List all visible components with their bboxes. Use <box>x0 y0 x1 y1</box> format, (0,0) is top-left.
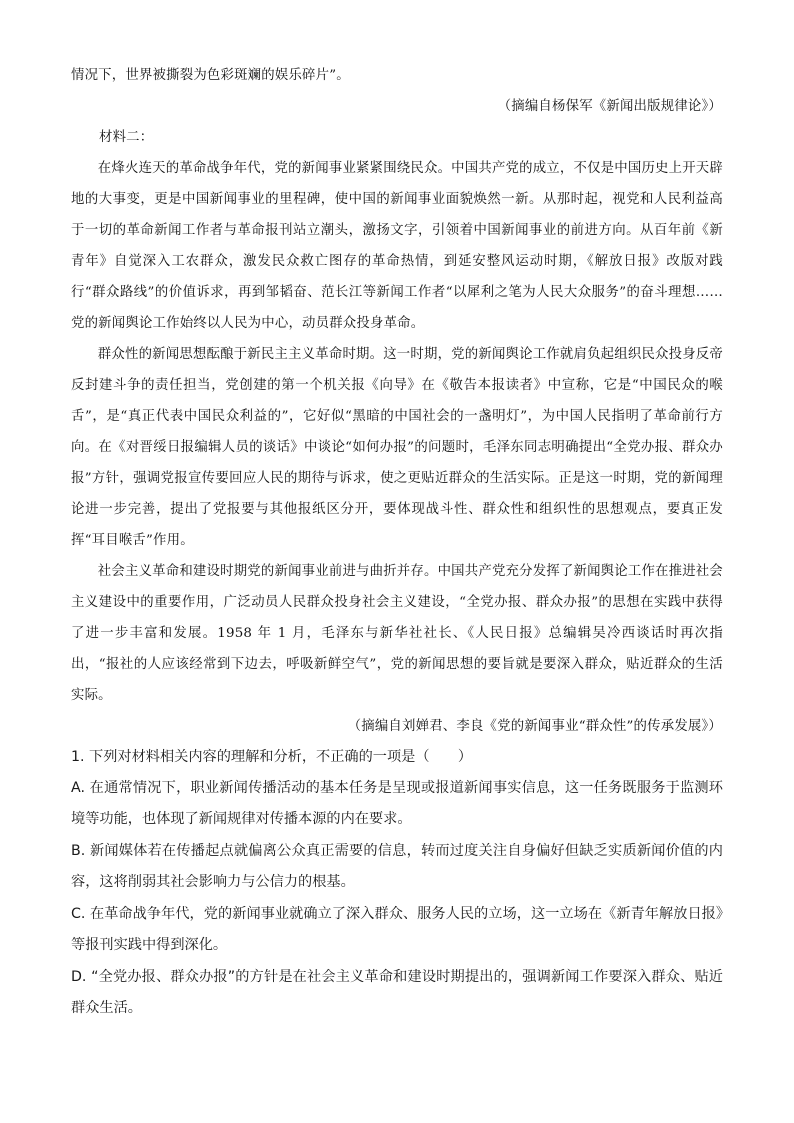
intro-fragment: 情况下，世界被撕裂为色彩斑斓的娱乐碎片”。 <box>71 68 350 83</box>
option-a: A. 在通常情况下，职业新闻传播活动的基本任务是呈现或报道新闻事实信息，这一任务既服务于监测环境等功能，也体现了新闻规律对传播本源的内在要求。 <box>71 780 723 827</box>
material-2-label: 材料二： <box>99 130 154 145</box>
source-citation-1: （摘编自杨保军《新闻出版规律论》） <box>497 99 722 114</box>
question-stem: 1. 下列对材料相关内容的理解和分析，不正确的一项是（ ） <box>71 749 473 765</box>
source-citation-2: （摘编自刘婵君、李良《党的新闻事业“群众性”的传承发展》） <box>347 719 722 734</box>
option-b: B. 新闻媒体若在传播起点就偏离公众真正需要的信息，转而过度关注自身偏好但缺乏实质新闻价值的内容，这将削弱其社会影响力与公信力的根基。 <box>71 843 723 890</box>
option-d: D. “全党办报、群众办报”的方针是在社会主义革命和建设时期提出的，强调新闻工作要深入群众、贴近群众生活。 <box>71 969 723 1016</box>
material-2-paragraph-1: 在烽火连天的革命战争年代，党的新闻事业紧紧围绕民众。中国共产党的成立，不仅是中国历史上开天辟地的大事变，更是中国新闻事业的里程碑，使中国的新闻事业面貌焕然一新。从那时起，视党和人民利益高于一切的革命新闻工作者与革命报刊站立潮头，激扬文字，引领着中国新闻事业的前进方向。从百年前《新青年》自觉深入工农群众，激发民众救亡图存的革命热情，到延安整风运动时期，《解放日报》改版对践行“群众路线”的价值诉求，再到邹韬奋、范长江等新闻工作者“以犀利之笔为人民大众服务”的奋斗理想……党的新闻舆论工作始终以人民为中心，动员群众投身革命。 <box>71 161 723 331</box>
material-2-paragraph-2: 群众性的新闻思想酝酿于新民主主义革命时期。这一时期，党的新闻舆论工作就肩负起组织民众投身反帝反封建斗争的责任担当，党创建的第一个机关报《向导》在《敬告本报读者》中宣称，它是“中国民众的喉舌”，是“真正代表中国民众利益的”，它好似“黑暗的中国社会的一盏明灯”，为中国人民指明了革命前行方向。在《对晋绥日报编辑人员的谈话》中谈论“如何办报”的问题时，毛泽东同志明确提出“全党办报、群众办报”方针，强调党报宣传要回应人民的期待与诉求，使之更贴近群众的生活实际。正是这一时期，党的新闻理论进一步完善，提出了党报要与其他报纸区分开，要体现战斗性、群众性和组织性的思想观点，要真正发挥“耳目喉舌”作用。 <box>71 347 723 548</box>
material-2-paragraph-3: 社会主义革命和建设时期党的新闻事业前进与曲折并存。中国共产党充分发挥了新闻舆论工作在推进社会主义建设中的重要作用，广泛动员人民群众投身社会主义建设，“全党办报、群众办报”的思想在实践中获得了进一步丰富和发展。1958 年 1 月，毛泽东与新华社社长、《人民日报》总编辑吴冷西谈话时再次指出，“报社的人应该经常到下边去，呼吸新鲜空气”，党的新闻思想的要旨就是要深入群众，贴近群众的生活实际。 <box>71 564 723 703</box>
option-c: C. 在革命战争年代，党的新闻事业就确立了深入群众、服务人民的立场，这一立场在《新青年解放日报》等报刊实践中得到深化。 <box>71 906 723 953</box>
